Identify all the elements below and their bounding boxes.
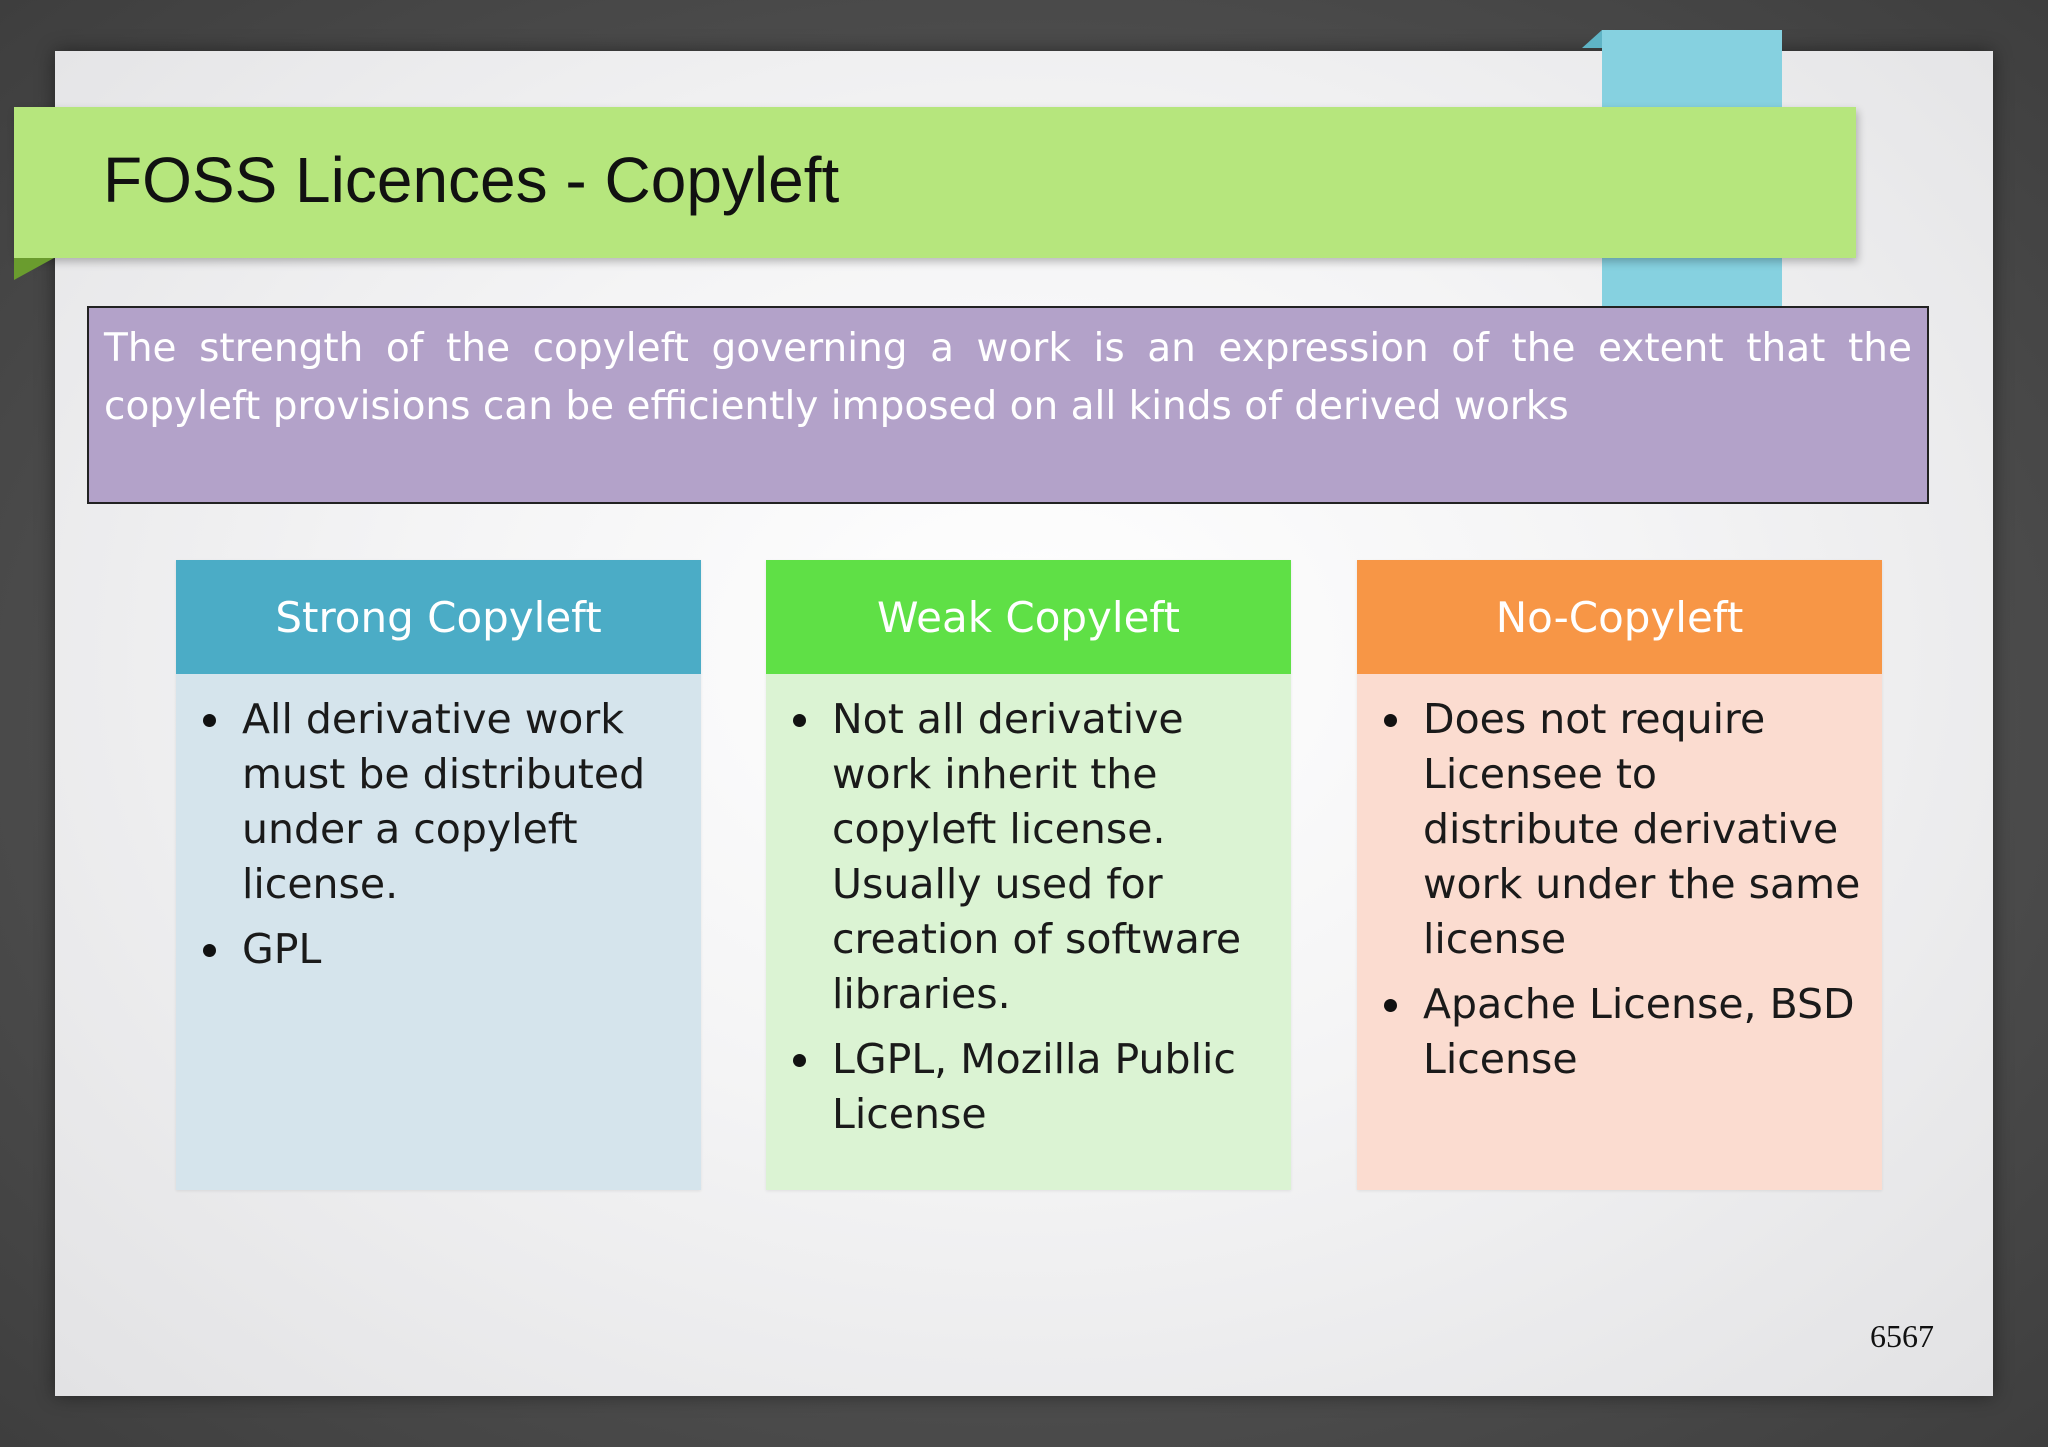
bullet-item: All derivative work must be distributed under a copyleft license. xyxy=(200,692,681,912)
card-weak-copyleft xyxy=(766,560,1291,1190)
bullet-item: GPL xyxy=(200,922,681,977)
card-no-copyleft xyxy=(1357,560,1882,1190)
card-heading: Strong Copyleft xyxy=(176,560,701,674)
slide-title: FOSS Licences - Copyleft xyxy=(103,144,840,216)
card-heading: No-Copyleft xyxy=(1357,560,1882,674)
card-body xyxy=(176,674,701,1190)
accent-tab-fold xyxy=(1582,30,1602,48)
card-body xyxy=(1357,674,1882,1190)
bullet-list xyxy=(200,692,681,977)
bullet-item: Not all derivative work inherit the copyleft license. Usually used for creation of software libraries. xyxy=(790,692,1271,1022)
title-bar-fold xyxy=(14,258,54,280)
bullet-item: Does not require Licensee to distribute derivative work under the same license xyxy=(1381,692,1862,967)
bullet-list xyxy=(790,692,1271,1142)
bullet-item: Apache License, BSD License xyxy=(1381,977,1862,1087)
bullet-item: LGPL, Mozilla Public License xyxy=(790,1032,1271,1142)
card-body xyxy=(766,674,1291,1190)
card-strong-copyleft xyxy=(176,560,701,1190)
card-heading: Weak Copyleft xyxy=(766,560,1291,674)
bullet-list xyxy=(1381,692,1862,1087)
intro-text-box: The strength of the copyleft governing a work is an expression of the extent that the copyleft provisions can be efficiently imposed on all kinds of derived works xyxy=(87,306,1929,504)
page-number: 6567 xyxy=(1870,1318,1934,1354)
